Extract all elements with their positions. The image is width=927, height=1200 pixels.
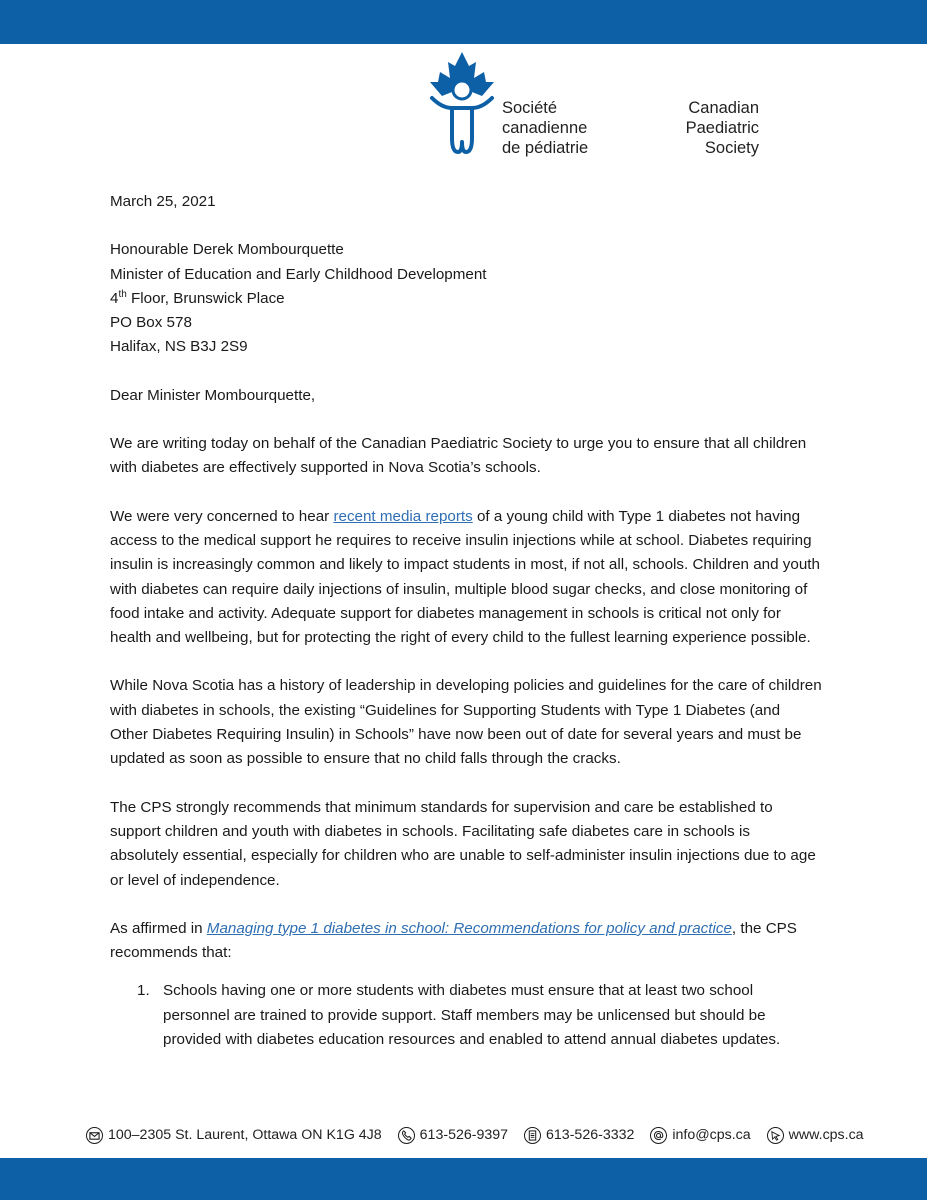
paragraph-standards: The CPS strongly recommends that minimum standards for supervision and care be established to support children and youth with diabetes in schools. Facilitating safe diabetes care in schools is absolutely essential, especially for children who are unable to self-administer insulin injections due to age or level of independence.	[110, 798, 816, 889]
footer-address	[86, 1127, 382, 1144]
footer-band	[0, 1158, 927, 1200]
footer-email[interactable]	[650, 1127, 750, 1144]
phone-icon	[398, 1127, 415, 1144]
recipient-po-box: PO Box 578	[110, 314, 192, 332]
floor-rest: Floor, Brunswick Place	[126, 289, 285, 307]
footer-phone	[398, 1127, 508, 1144]
list-item-number: 1.	[137, 982, 150, 1000]
footer-address-text: 100–2305 St. Laurent, Ottawa ON K1G 4J8	[108, 1127, 382, 1143]
recipient-floor	[110, 287, 822, 311]
logo-en-line: Society	[704, 139, 759, 157]
list-item	[110, 979, 822, 1052]
logo-text-fr	[502, 98, 702, 158]
footer-web-text: www.cps.ca	[788, 1127, 864, 1143]
logo-fr-line: de pédiatrie	[502, 139, 589, 157]
fax-icon	[524, 1127, 541, 1144]
paragraph-concern	[110, 505, 822, 651]
recipient-address	[110, 238, 822, 359]
list-item-text: Schools having one or more students with diabetes must ensure that at least two school personnel are trained to provide support. Staff members may be unlicensed but should be provided with diabetes education resources and enabled to attend annual diabetes updates.	[163, 982, 781, 1049]
recommendations-list	[110, 979, 822, 1052]
managing-diabetes-link[interactable]: Managing type 1 diabetes in school: Recommendations for policy and practice	[206, 919, 732, 937]
logo-fr-line: Société	[502, 99, 558, 117]
logo-fr-line: canadienne	[502, 119, 588, 137]
paragraph-intro: We are writing today on behalf of the Canadian Paediatric Society to urge you to ensure that all children with diabetes are effectively supported in Nova Scotia’s schools.	[110, 435, 807, 477]
letter-date: March 25, 2021	[110, 193, 216, 210]
footer-contact	[86, 1124, 864, 1146]
recipient-city: Halifax, NS B3J 2S9	[110, 338, 248, 356]
floor-number: 4	[110, 289, 119, 307]
floor-ordinal: th	[118, 288, 127, 300]
paragraph-text: of a young child with Type 1 diabetes not having access to the medical support he requires to receive insulin injections while at school. Diabetes requiring insulin is increasingly common and likely to impact students in most, if not all, schools. Children and youth with diabetes can require daily injections of insulin, multiple blood sugar checks, and close monitoring of food intake and activity. Adequate support for diabetes management in schools is critical not only for health and wellbeing, but for protecting the right of every child to the fullest learning experience possible.	[110, 507, 820, 647]
recipient-name: Honourable Derek Mombourquette	[110, 241, 344, 259]
paragraph-text: We were very concerned to hear	[110, 507, 334, 525]
at-sign-icon	[650, 1127, 667, 1144]
paragraph-guidelines: While Nova Scotia has a history of leadership in developing policies and guidelines for the care of children with diabetes in schools, the existing “Guidelines for Supporting Students with Type 1 Diabetes (and Other Diabetes Requiring Insulin) in Schools” have now been out of date for several years and must be updated as soon as possible to ensure that no child falls through the cracks.	[110, 677, 822, 768]
salutation: Dear Minister Mombourquette,	[110, 386, 316, 404]
footer-web[interactable]	[767, 1127, 864, 1144]
cursor-icon	[767, 1127, 784, 1144]
footer-fax	[524, 1127, 634, 1144]
footer-email-text: info@cps.ca	[672, 1127, 751, 1143]
letter-body	[110, 190, 822, 1052]
logo-en-line: Paediatric	[685, 119, 759, 137]
paragraph-affirmed	[110, 917, 822, 966]
logo-en-line: Canadian	[688, 99, 759, 117]
footer-phone-text: 613-526-9397	[419, 1127, 509, 1143]
media-reports-link[interactable]: recent media reports	[333, 507, 473, 525]
paragraph-text: As affirmed in	[110, 919, 207, 937]
maple-leaf-child-icon	[428, 52, 496, 158]
envelope-icon	[86, 1127, 103, 1144]
header-band	[0, 0, 927, 44]
paragraph-text: , the CPS recommends that:	[110, 919, 797, 962]
footer-fax-text: 613-526-3332	[546, 1127, 635, 1143]
recipient-title: Minister of Education and Early Childhood Development	[110, 265, 487, 283]
